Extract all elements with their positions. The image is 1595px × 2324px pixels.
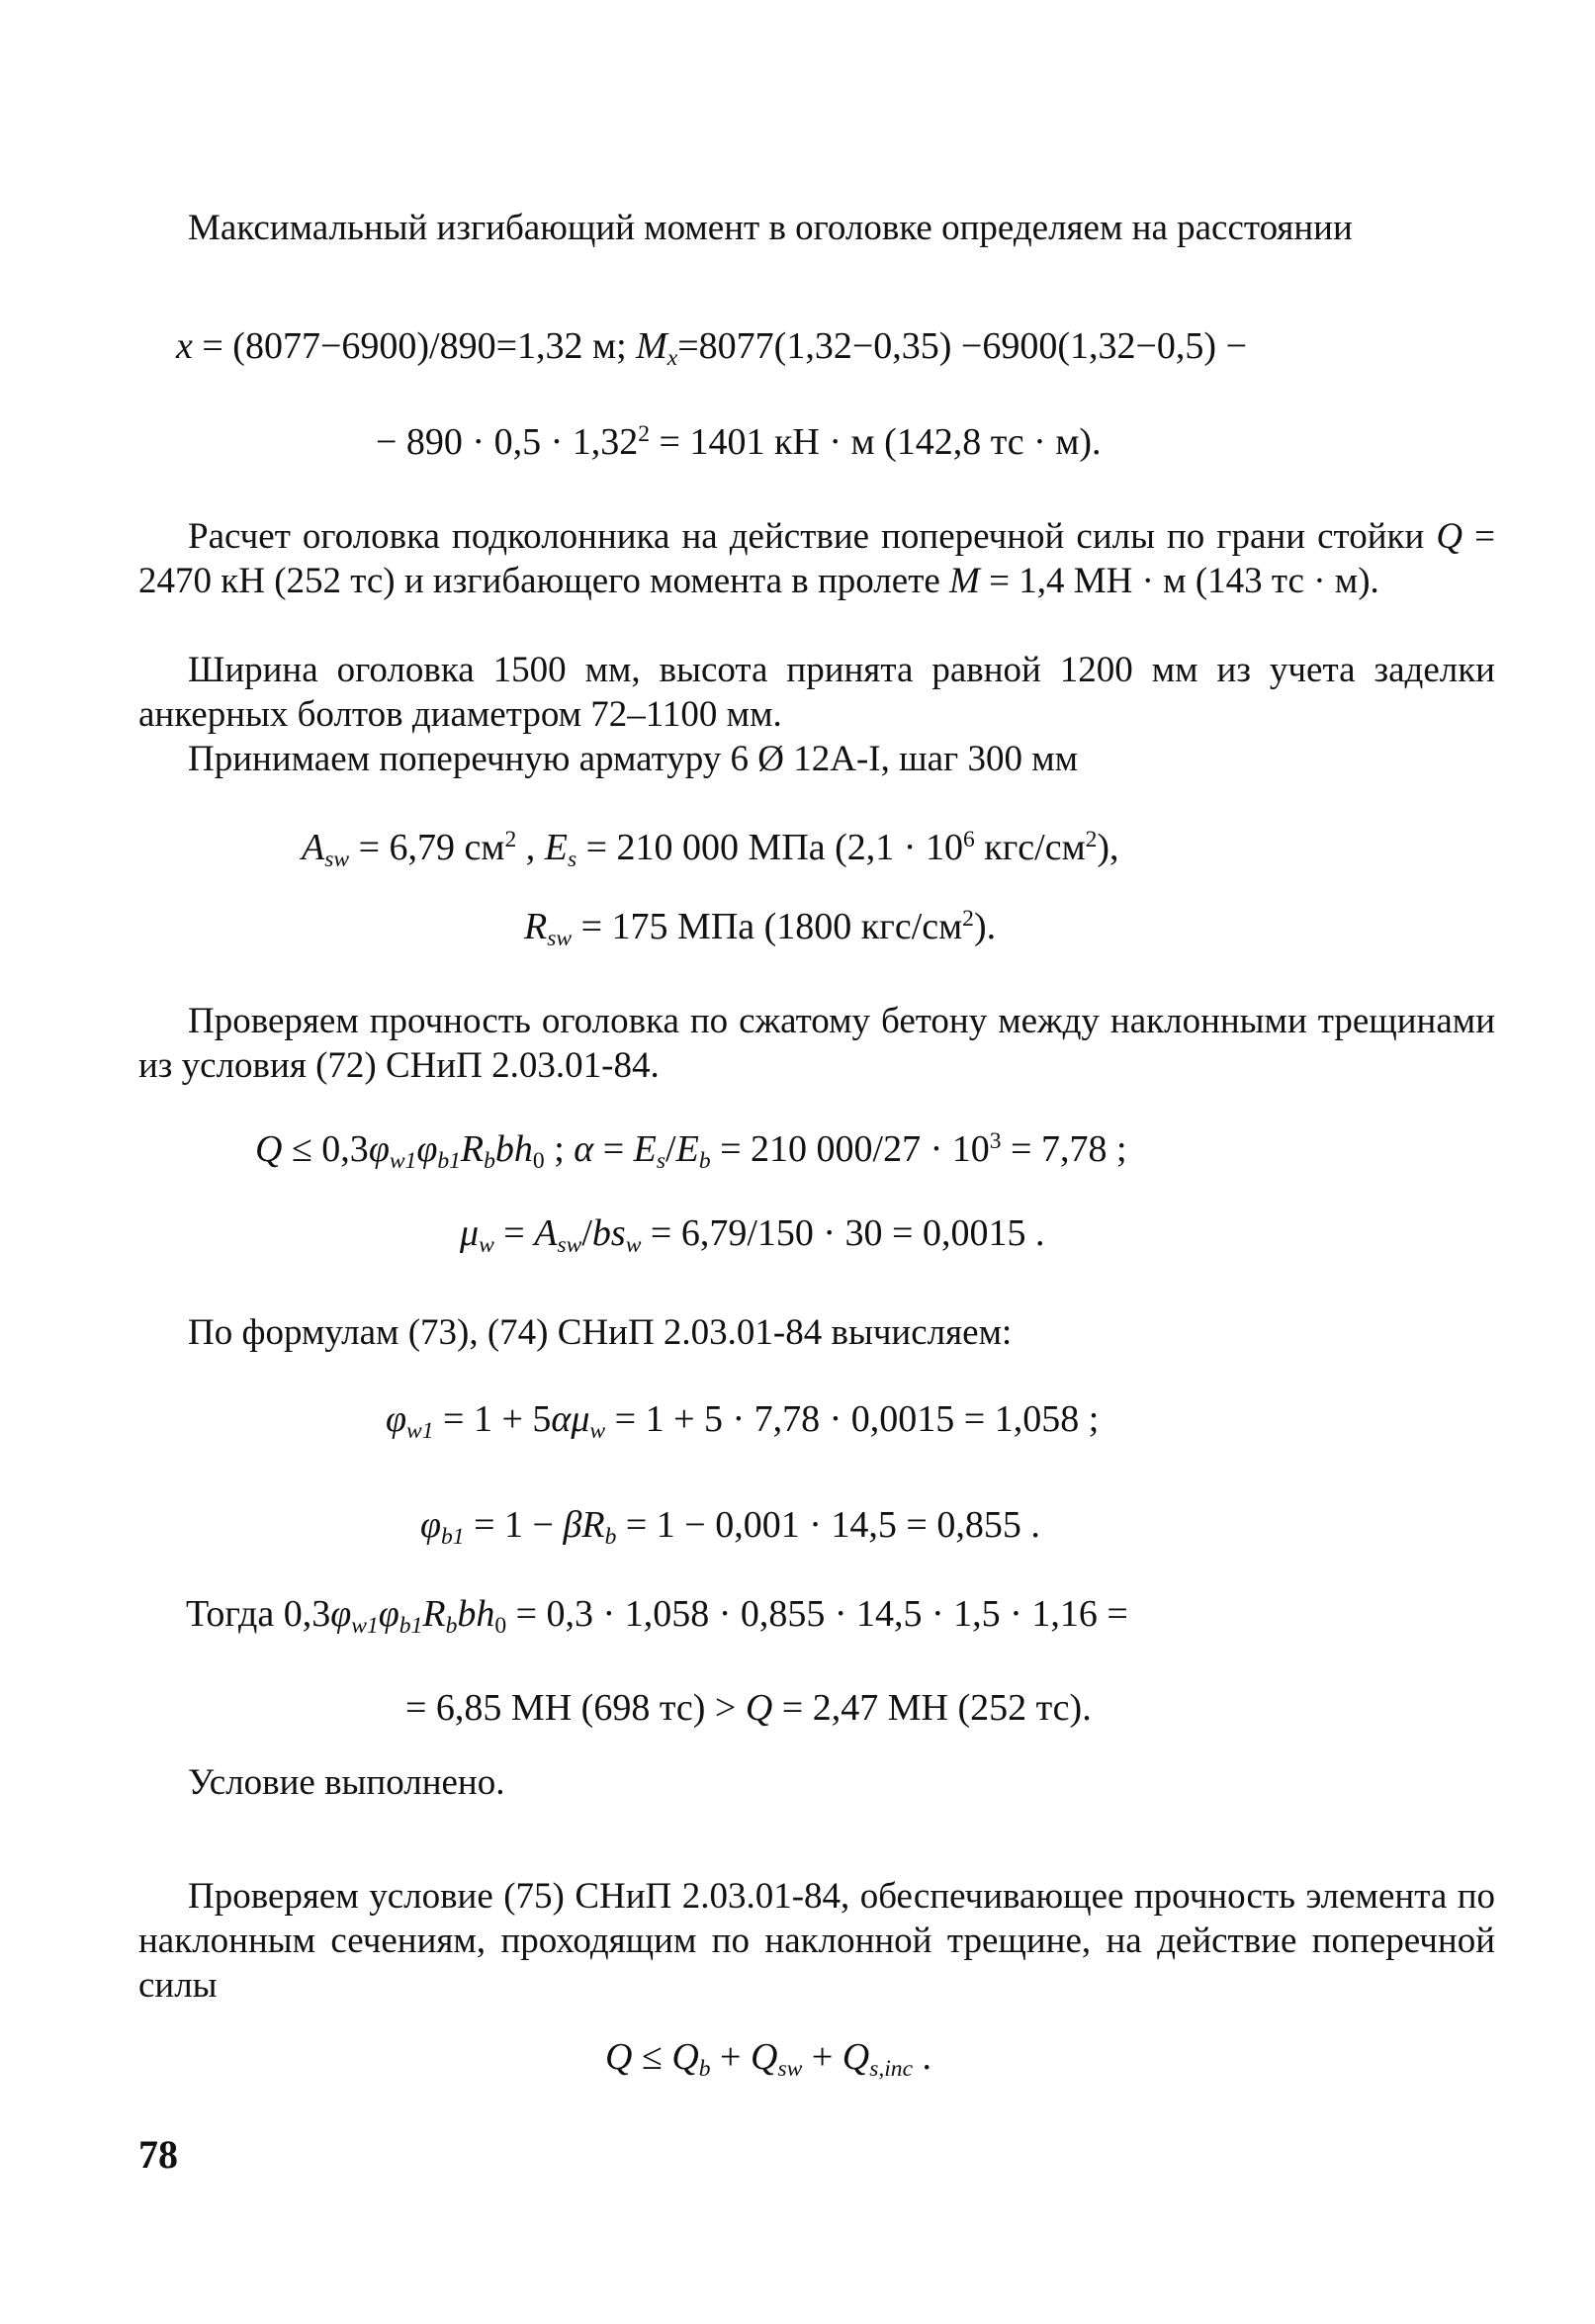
formula-mu-w: $\mu_w = A_{sw}/bs_w = 6,79/150 \cdot 30 = 0,0015$ . xyxy=(460,1212,1045,1259)
formula-then: Тогда $0,3\varphi_{w1}\varphi_{b1}R_bbh_0 = 0,3 \cdot 1,058 \cdot 0,855 \cdot 14,5 \cdot 1,5 \cdot 1,16$ = xyxy=(186,1593,1128,1640)
paragraph-strength-check: Проверяем прочность оголовка по сжатому бетону между наклонными трещинами из условия (72) СНиП 2.03.01-84. xyxy=(138,1001,1495,1086)
formula-result-comparison: = 6,85 МН (698 тс) > Q = 2,47 МН (252 тс). xyxy=(405,1687,1092,1729)
formula-rsw: $R_{sw} = 175$ МПа (1800 кгс/$см^2$). xyxy=(524,906,997,952)
page-number: 78 xyxy=(138,2132,178,2177)
formula-x-mx: x = (8077−6900)/890=1,32 м; $M_x=8077(1,32-0,35) -6900(1,32-0,5)$ − xyxy=(176,325,1248,372)
paragraph-reinforcement: Принимаем поперечную арматуру 6 Ø 12А-I, шаг 300 мм xyxy=(188,739,1079,779)
formula-asw-es: $A_{sw} = 6,79$ $см^2$ , $E_s = 210$ 000 МПа ($2,1 \cdot 10^6$ кгс/$см^2$), xyxy=(302,827,1119,873)
paragraph-formulas-ref: По формулам (73), (74) СНиП 2.03.01-84 вычисляем: xyxy=(188,1312,1013,1353)
formula-phi-w1: $\varphi_{w1} = 1 + 5\alpha\mu_w = 1 + 5 \cdot 7,78 \cdot 0,0015 = 1,058$ ; xyxy=(386,1398,1100,1445)
formula-moment-result: − $890 \cdot 0,5 \cdot 1,32^2 = 1401$ кН · м (142,8 тс · м). xyxy=(376,421,1102,463)
paragraph-header-width: Ширина оголовка 1500 мм, высота принята равной 1200 мм из учета заделки анкерных болтов диаметром 72–1100 мм. xyxy=(138,650,1495,735)
formula-q-sum: $Q \le Q_b + Q_{sw} + Q_{s,inc}$ . xyxy=(605,2036,932,2083)
paragraph-condition-met: Условие выполнено. xyxy=(188,1762,505,1803)
formula-phi-b1: $\varphi_{b1} = 1 - \beta R_b = 1 - 0,001 \cdot 14,5 = 0,855$ . xyxy=(420,1504,1040,1551)
paragraph-max-moment: Максимальный изгибающий момент в оголовке определяем на расстоянии xyxy=(188,208,1353,248)
paragraph-condition-75: Проверяем условие (75) СНиП 2.03.01-84, обеспечивающее прочность элемента по наклонным сечениям, проходящим по наклонной трещине, на действие поперечной силы xyxy=(138,1876,1495,2006)
formula-q-condition: $Q \le 0,3\varphi_{w1}\varphi_{b1}R_bbh_0$ ; $\alpha = E_s/E_b = 210$ $000/27 \cdot 10^3 = 7,78$ ; xyxy=(255,1128,1127,1175)
paragraph-calc-header: Расчет оголовка подколонника на действие поперечной силы по грани стойки Q = 2470 кН (252 тс) и изгибающего момента в пролете M = 1,4 МН · м (143 тс · м). xyxy=(138,516,1495,601)
